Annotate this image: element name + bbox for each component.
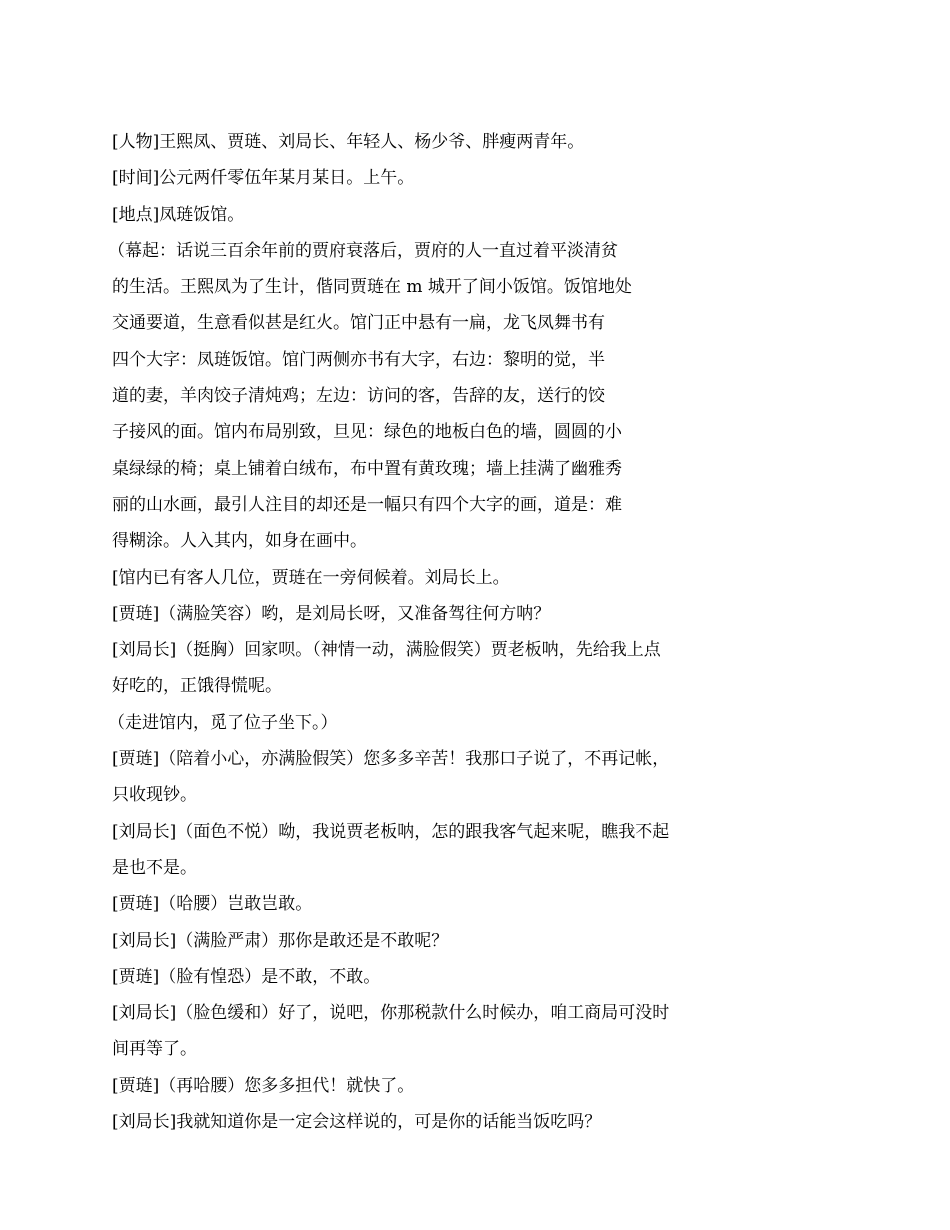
text-line: [人物]王熙凤、贾琏、刘局长、年轻人、杨少爷、胖瘦两青年。 [112,132,585,152]
text-line: [时间]公元两仟零伍年某月某日。上午。 [112,168,415,189]
text-line: [刘局长]（脸色缓和）好了，说吧，你那税款什么时候办，咱工商局可没时 [112,1003,670,1024]
text-line: 交通要道，生意看似甚是红火。馆门正中悬有一扁，龙飞凤舞书有 [112,313,605,334]
text-line: [贾琏]（脸有惶恐）是不敢，不敢。 [112,966,381,987]
text-line: [刘局长]（挺胸）回家呗。（神情一动，满脸假笑）贾老板呐，先给我上点 [112,640,661,661]
text-line: 间再等了。 [112,1039,197,1060]
text-line: 四个大字：凤琏饭馆。馆门两侧亦书有大字，右边：黎明的觉，半 [112,349,605,370]
text-line: （幕起：话说三百余年前的贾府衰落后，贾府的人一直过着平淡清贫 [108,240,618,261]
text-line: [刘局长]（面色不悦）呦，我说贾老板呐，怎的跟我客气起来呢，瞧我不起 [112,821,670,842]
text-line: [贾琏]（满脸笑容）哟，是刘局长呀，又准备驾往何方呐？ [112,603,551,624]
text-line: 道的妻，羊肉饺子清炖鸡；左边：访问的客，告辞的友，送行的饺 [112,386,605,407]
text-line: 的生活。王熙凤为了生计，偕同贾琏在 m 城开了间小饭馆。饭馆地处 [112,277,632,298]
text-line: [贾琏]（哈腰）岂敢岂敢。 [112,894,313,915]
text-line: 得糊涂。人入其内，如身在画中。 [112,531,367,552]
text-line: [刘局长]我就知道你是一定会这样说的，可是你的话能当饭吃吗？ [112,1112,602,1133]
text-line: [贾琏]（陪着小心，亦满脸假笑）您多多辛苦！我那口子说了，不再记帐， [112,749,670,770]
script-text [108,124,732,1140]
text-line: 是也不是。 [112,857,197,878]
text-line: 丽的山水画，最引人注目的却还是一幅只有四个大字的画，道是：难 [112,494,622,515]
text-line: [馆内已有客人几位，贾琏在一旁伺候着。刘局长上。 [112,567,510,588]
text-line: 只收现钞。 [112,785,197,806]
text-line: 桌绿绿的椅；桌上铺着白绒布，布中置有黄玫瑰；墙上挂满了幽雅秀 [112,458,622,479]
text-line: （走进馆内，觅了位子坐下。） [108,712,338,733]
text-line: [贾琏]（再哈腰）您多多担代！就快了。 [112,1075,415,1096]
text-line: 子接风的面。馆内布局别致，旦见：绿色的地板白色的墙，圆圆的小 [112,422,622,443]
text-line: 好吃的，正饿得慌呢。 [112,676,282,697]
text-line: [刘局长]（满脸严肃）那你是敢还是不敢呢？ [112,930,449,951]
text-line: [地点]凤琏饭馆。 [112,204,245,225]
